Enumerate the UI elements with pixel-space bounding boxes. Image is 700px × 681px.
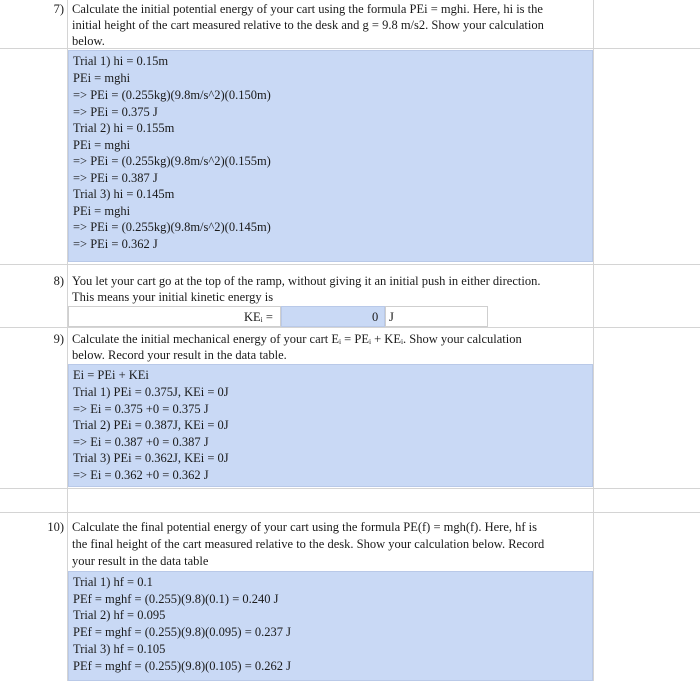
ke-value: 0 [372, 310, 379, 324]
grid-column-divider [593, 0, 594, 681]
question-prompt-line: Calculate the final potential energy of your cart using the formula PE(f) = mgh(f). Here, hf is [72, 520, 538, 534]
question-number: 8) [53, 274, 64, 288]
answer-line: PEi = mghi [73, 71, 131, 85]
answer-line: Ei = PEi + KEi [73, 368, 149, 382]
ke-unit-cell [385, 306, 488, 327]
answer-line: => PEi = 0.362 J [73, 237, 158, 251]
answer-line: => Ei = 0.387 +0 = 0.387 J [73, 435, 209, 449]
question-number: 9) [53, 332, 64, 346]
answer-line: => PEi = (0.255kg)(9.8m/s^2)(0.150m) [73, 88, 271, 102]
question-prompt-line: your result in the data table [72, 554, 209, 568]
ke-value-input[interactable] [281, 306, 385, 327]
ke-unit: J [389, 310, 394, 324]
answer-line: Trial 2) hi = 0.155m [73, 121, 175, 135]
answer-line: Trial 3) hf = 0.105 [73, 642, 166, 656]
grid-row-divider [0, 327, 700, 328]
grid-row-divider [0, 264, 700, 265]
answer-line: => PEi = (0.255kg)(9.8m/s^2)(0.155m) [73, 154, 271, 168]
answer-line: => Ei = 0.375 +0 = 0.375 J [73, 402, 209, 416]
question-prompt-line: initial height of the cart measured relative to the desk and g = 9.8 m/s2. Show your calculation [72, 18, 544, 32]
answer-line: => PEi = (0.255kg)(9.8m/s^2)(0.145m) [73, 220, 271, 234]
grid-row-divider [0, 48, 700, 49]
answer-line: Trial 3) PEi = 0.362J, KEi = 0J [73, 451, 229, 465]
answer-line: Trial 3) hi = 0.145m [73, 187, 175, 201]
answer-line: PEf = mghf = (0.255)(9.8)(0.1) = 0.240 J [73, 592, 279, 606]
question-number: 10) [47, 520, 64, 534]
answer-line: => PEi = 0.387 J [73, 171, 158, 185]
question-number: 7) [53, 2, 64, 16]
question-prompt-line: the final height of the cart measured relative to the desk. Show your calculation below. Record [72, 537, 545, 551]
question-prompt-line: Calculate the initial potential energy of your cart using the formula PEi = mghi. Here, hi is the [72, 2, 543, 16]
answer-line: Trial 1) hi = 0.15m [73, 54, 169, 68]
ke-label: KEᵢ = [244, 310, 273, 324]
answer-line: Trial 2) hf = 0.095 [73, 608, 166, 622]
question-prompt-line: You let your cart go at the top of the ramp, without giving it an initial push in either direction. [72, 274, 541, 288]
answer-line: Trial 1) hf = 0.1 [73, 575, 153, 589]
answer-line: PEf = mghf = (0.255)(9.8)(0.105) = 0.262 J [73, 659, 291, 673]
question-prompt-line: below. [72, 34, 105, 48]
answer-line: PEi = mghi [73, 138, 131, 152]
answer-line: Trial 2) PEi = 0.387J, KEi = 0J [73, 418, 229, 432]
question-prompt-line: below. Record your result in the data table. [72, 348, 287, 362]
answer-line: => Ei = 0.362 +0 = 0.362 J [73, 468, 209, 482]
answer-line: PEf = mghf = (0.255)(9.8)(0.095) = 0.237 J [73, 625, 291, 639]
grid-row-divider [0, 488, 700, 489]
grid-row-divider [0, 512, 700, 513]
answer-line: => PEi = 0.375 J [73, 105, 158, 119]
answer-line: PEi = mghi [73, 204, 131, 218]
answer-line: Trial 1) PEi = 0.375J, KEi = 0J [73, 385, 229, 399]
question-prompt-line: Calculate the initial mechanical energy of your cart Eᵢ = PEᵢ + KEᵢ. Show your calculation [72, 332, 522, 346]
question-prompt-line: This means your initial kinetic energy is [72, 290, 274, 304]
